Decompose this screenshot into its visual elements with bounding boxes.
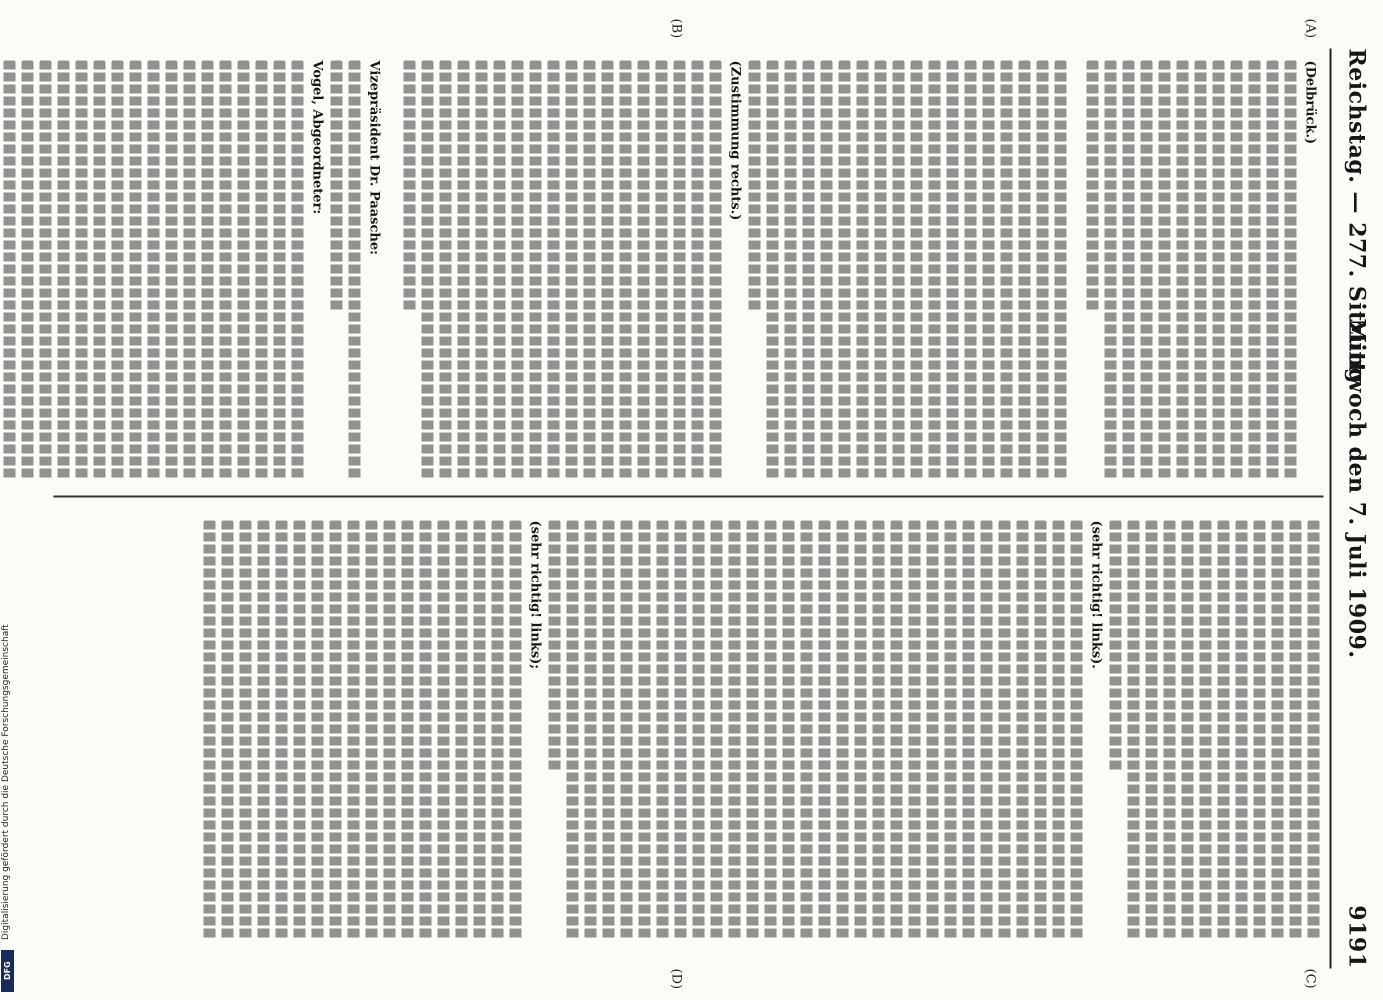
text-line	[293, 520, 305, 940]
margin-marker-a: (A)	[1302, 18, 1317, 38]
text-line	[619, 60, 631, 480]
text-line	[638, 520, 650, 940]
text-line	[818, 520, 830, 940]
text-line	[566, 520, 578, 940]
text-line	[728, 520, 740, 940]
text-line	[255, 60, 267, 480]
header-rule	[1329, 48, 1331, 968]
text-line	[291, 60, 303, 480]
text-line	[203, 520, 215, 940]
text-line	[748, 60, 760, 312]
text-line	[1016, 520, 1028, 940]
text-line	[1284, 60, 1296, 480]
text-line	[784, 60, 796, 480]
text-line	[982, 60, 994, 480]
text-line	[620, 520, 632, 940]
text-line	[1000, 60, 1012, 480]
text-line	[75, 60, 87, 480]
text-line	[854, 520, 866, 940]
text-line	[820, 60, 832, 480]
text-line	[257, 520, 269, 940]
text-line	[673, 60, 685, 480]
margin-marker-c: (C)	[1302, 968, 1317, 989]
text-line	[1158, 60, 1170, 480]
text-line	[962, 520, 974, 940]
text-line	[437, 520, 449, 940]
text-line	[1212, 60, 1224, 480]
text-line	[1052, 520, 1064, 940]
text-line	[874, 60, 886, 480]
text-line	[1307, 520, 1319, 940]
text-line	[147, 60, 159, 480]
text-line	[491, 520, 503, 940]
text-line	[1140, 60, 1152, 480]
text-line	[1176, 60, 1188, 480]
text-line	[926, 520, 938, 940]
text-line	[1199, 520, 1211, 940]
text-line	[565, 60, 577, 480]
text-line	[129, 60, 141, 480]
text-line	[1248, 60, 1260, 480]
text-line	[39, 60, 51, 480]
text-line	[1266, 60, 1278, 480]
text-line	[1086, 60, 1098, 312]
text-line	[691, 60, 703, 480]
text-line	[1181, 520, 1193, 940]
text-line	[1235, 520, 1247, 940]
text-line	[856, 60, 868, 480]
text-line	[273, 60, 285, 480]
text-line	[509, 520, 521, 940]
text-line	[329, 520, 341, 940]
text-line	[473, 520, 485, 940]
text-line	[348, 60, 360, 480]
text-line	[493, 60, 505, 480]
column-divider	[53, 495, 1323, 497]
text-line	[93, 60, 105, 480]
page-header	[1339, 48, 1369, 968]
speaker-label: Vizepräsident Dr. Paasche:	[366, 60, 381, 255]
text-line	[1217, 520, 1229, 940]
text-line	[475, 60, 487, 480]
left-column	[0, 60, 1319, 480]
interjection: (Zustimmung rechts.)	[727, 60, 742, 220]
text-line	[1289, 520, 1301, 940]
text-line	[802, 60, 814, 480]
text-line	[980, 520, 992, 940]
header-left: Reichstag. — 277. Sitzung.	[1343, 48, 1369, 392]
page-number: 9191	[1343, 904, 1369, 968]
interjection: (sehr richtig! links);	[527, 520, 542, 669]
text-line	[165, 60, 177, 480]
text-line	[330, 60, 342, 312]
text-line	[111, 60, 123, 480]
text-line	[998, 520, 1010, 940]
header-date: Mittwoch den 7. Juli 1909.	[1343, 317, 1369, 659]
text-line	[746, 520, 758, 940]
text-line	[1018, 60, 1030, 480]
text-line	[944, 520, 956, 940]
text-line	[439, 60, 451, 480]
margin-marker-d: (D)	[668, 968, 683, 989]
text-line	[347, 520, 359, 940]
text-line	[365, 520, 377, 940]
text-line	[583, 60, 595, 480]
text-line	[1253, 520, 1265, 940]
text-line	[709, 60, 721, 480]
text-line	[1034, 520, 1046, 940]
text-line	[946, 60, 958, 480]
text-line	[201, 60, 213, 480]
text-line	[800, 520, 812, 940]
text-line	[890, 520, 902, 940]
footer-strip	[0, 0, 16, 1000]
text-line	[403, 60, 415, 312]
text-line	[221, 520, 233, 940]
text-line	[1104, 60, 1116, 480]
text-line	[237, 60, 249, 480]
text-line	[766, 60, 778, 480]
text-line	[455, 520, 467, 940]
text-line	[421, 60, 433, 480]
text-line	[57, 60, 69, 480]
text-line	[782, 520, 794, 940]
text-line	[710, 520, 722, 940]
text-line	[1036, 60, 1048, 480]
text-line	[674, 520, 686, 940]
text-line	[511, 60, 523, 480]
right-column	[197, 520, 1319, 940]
speaker-label: Vogel, Abgeordneter:	[309, 60, 324, 214]
text-line	[892, 60, 904, 480]
text-line	[872, 520, 884, 940]
text-line	[1054, 60, 1066, 480]
text-line	[655, 60, 667, 480]
text-line	[764, 520, 776, 940]
margin-marker-b: (B)	[668, 18, 683, 38]
text-line	[401, 520, 413, 940]
text-line	[601, 60, 613, 480]
dfg-logo: DFG	[1, 950, 14, 992]
text-line	[637, 60, 649, 480]
text-line	[457, 60, 469, 480]
text-line	[547, 60, 559, 480]
text-line	[1163, 520, 1175, 940]
text-line	[584, 520, 596, 940]
text-line	[928, 60, 940, 480]
text-line	[239, 520, 251, 940]
text-line	[311, 520, 323, 940]
text-line	[1230, 60, 1242, 480]
text-line	[548, 520, 560, 772]
text-line	[419, 520, 431, 940]
text-line	[656, 520, 668, 940]
digitization-credit: Digitalisierung gefördert durch die Deutsche Forschungsgemeinschaft	[1, 624, 11, 940]
text-line	[275, 520, 287, 940]
text-line	[1127, 520, 1139, 940]
interjection: (sehr richtig! links).	[1088, 520, 1103, 669]
text-line	[838, 60, 850, 480]
text-line	[219, 60, 231, 480]
text-line	[1194, 60, 1206, 480]
text-line	[964, 60, 976, 480]
text-line	[529, 60, 541, 480]
text-line	[1271, 520, 1283, 940]
text-line	[21, 60, 33, 480]
text-line	[1145, 520, 1157, 940]
text-line	[908, 520, 920, 940]
text-line	[692, 520, 704, 940]
speaker-label: (Delbrück.)	[1302, 60, 1317, 144]
text-line	[602, 520, 614, 940]
text-line	[1109, 520, 1121, 772]
text-line	[383, 520, 395, 940]
text-line	[836, 520, 848, 940]
text-line	[910, 60, 922, 480]
text-line	[1070, 520, 1082, 940]
text-line	[1122, 60, 1134, 480]
text-line	[183, 60, 195, 480]
